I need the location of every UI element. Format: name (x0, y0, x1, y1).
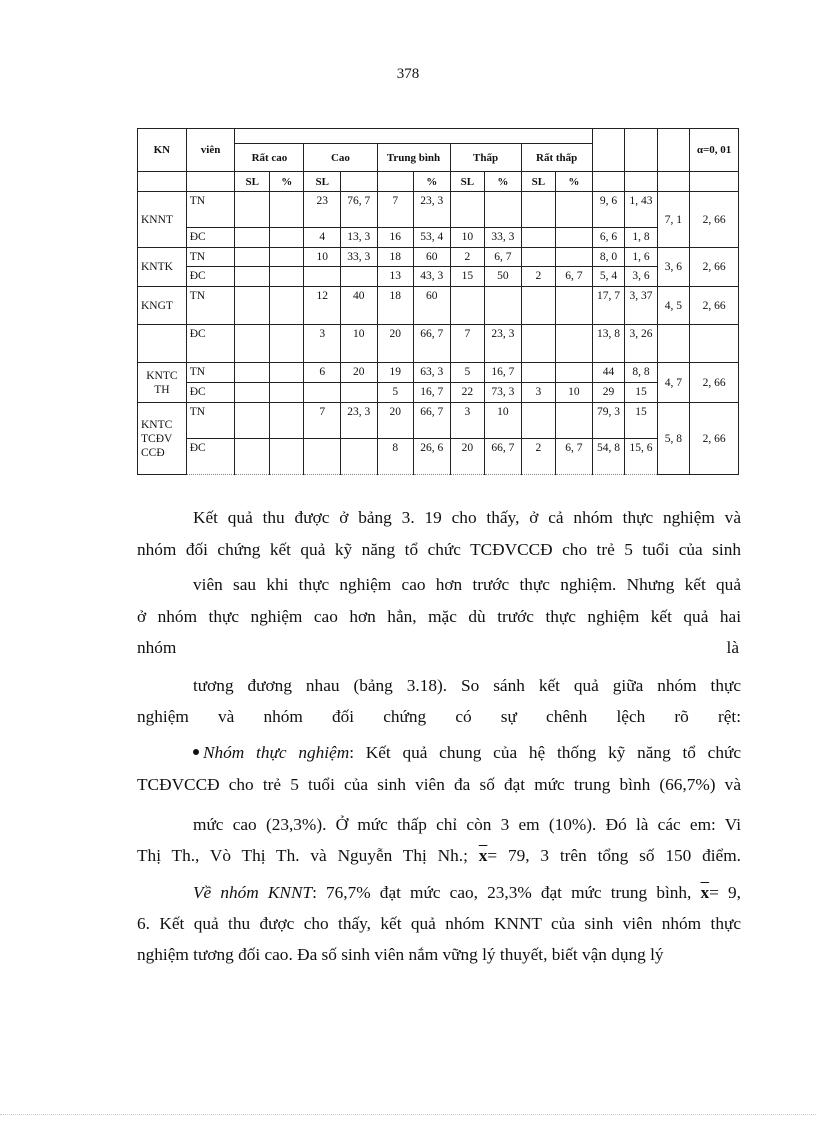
bullet-text: : Kết quả chung của hệ thống kỹ năng tổ chức (349, 743, 742, 762)
value-cell: 3, 37 (625, 287, 657, 325)
value-cell: 15, 6 (625, 439, 657, 475)
value-cell: 20 (377, 325, 414, 363)
value-cell: 6, 7 (556, 439, 593, 475)
value-cell (269, 248, 304, 267)
t-value-cell (657, 325, 689, 363)
table-body (138, 192, 739, 475)
value-cell: 5, 4 (592, 267, 624, 287)
value-cell: 23, 3 (485, 325, 522, 363)
paragraph-text: : 76,7% đạt mức cao, 23,3% đạt mức trung bình, (312, 883, 692, 902)
value-cell: 10 (485, 403, 522, 439)
value-cell: 16 (377, 228, 414, 248)
value-cell (269, 192, 304, 228)
paragraph-line: viên sau khi thực nghiệm cao hơn trước thực nghiệm. Nhưng kết quả (193, 575, 741, 594)
section-label: Về nhóm KNNT (193, 883, 313, 902)
skill-cell: KNNT (138, 192, 187, 248)
group-cell: ĐC (186, 267, 235, 287)
value-cell: 15 (625, 403, 657, 439)
value-cell (235, 403, 270, 439)
value-cell (235, 228, 270, 248)
table-row (138, 325, 739, 363)
table-row (138, 267, 739, 287)
alpha-value-cell: 2, 66 (690, 287, 739, 325)
bullet-line (193, 743, 741, 763)
paragraph-line (137, 638, 741, 658)
group-cell: TN (186, 363, 235, 383)
header-blank-t (657, 129, 689, 172)
table-row (138, 228, 739, 248)
value-cell: 10 (340, 325, 377, 363)
subheader-cell: % (414, 172, 451, 192)
subheader-cell: SL (521, 172, 556, 192)
level-low: Thấp (450, 144, 521, 172)
value-cell: 19 (377, 363, 414, 383)
value-cell: 7 (377, 192, 414, 228)
value-cell (450, 287, 485, 325)
mean-symbol: $\overline{x}$ (700, 883, 710, 902)
value-cell (521, 248, 556, 267)
value-cell: 26, 6 (414, 439, 451, 475)
value-cell: 29 (592, 383, 624, 403)
value-cell: 20 (377, 403, 414, 439)
value-cell: 3, 26 (625, 325, 657, 363)
value-cell: 18 (377, 287, 414, 325)
subheader-cell (377, 172, 414, 192)
value-cell (556, 403, 593, 439)
value-cell: 17, 7 (592, 287, 624, 325)
header-blank-sd (625, 129, 657, 172)
value-cell (556, 363, 593, 383)
group-cell: TN (186, 248, 235, 267)
value-cell: 54, 8 (592, 439, 624, 475)
value-cell: 60 (414, 287, 451, 325)
value-cell: 1, 8 (625, 228, 657, 248)
subheader-cell: SL (450, 172, 485, 192)
value-cell: 10 (450, 228, 485, 248)
value-cell (556, 325, 593, 363)
value-cell (521, 325, 556, 363)
group-cell: TN (186, 287, 235, 325)
value-cell: 9, 6 (592, 192, 624, 228)
value-cell (340, 267, 377, 287)
value-cell (340, 383, 377, 403)
skill-cell: KNGT (138, 287, 187, 325)
value-cell: 7 (450, 325, 485, 363)
page-bottom-rule (0, 1114, 816, 1115)
subheader-blank (138, 172, 187, 192)
value-cell: 3 (450, 403, 485, 439)
bullet-dot-icon (193, 749, 199, 755)
t-value-cell: 3, 6 (657, 248, 689, 287)
alpha-value-cell: 2, 66 (690, 248, 739, 287)
level-very-low: Rất thấp (521, 144, 592, 172)
table-row (138, 363, 739, 383)
value-cell: 18 (377, 248, 414, 267)
skill-cell: KNTC TCĐV CCĐ (138, 403, 187, 475)
value-cell (269, 228, 304, 248)
table-row (138, 248, 739, 267)
value-cell: 2 (521, 439, 556, 475)
results-table (137, 128, 739, 475)
subheader-blank (186, 172, 235, 192)
header-blank-mean (592, 129, 624, 172)
value-cell: 6, 7 (556, 267, 593, 287)
group-cell: TN (186, 403, 235, 439)
value-cell: 8, 0 (592, 248, 624, 267)
value-cell: 16, 7 (485, 363, 522, 383)
value-cell: 33, 3 (340, 248, 377, 267)
value-cell: 3, 6 (625, 267, 657, 287)
value-cell: 66, 7 (485, 439, 522, 475)
table-row (138, 383, 739, 403)
mean-symbol: $\overline{x}$ (478, 846, 488, 865)
value-cell: 15 (625, 383, 657, 403)
value-cell (521, 363, 556, 383)
value-cell: 10 (304, 248, 341, 267)
value-cell (235, 439, 270, 475)
subheader-cell: SL (235, 172, 270, 192)
subheader-blank (657, 172, 689, 192)
value-cell (269, 403, 304, 439)
value-cell (235, 287, 270, 325)
level-medium: Trung bình (377, 144, 450, 172)
value-cell (521, 228, 556, 248)
value-cell (485, 287, 522, 325)
table-row (138, 287, 739, 325)
value-cell (340, 439, 377, 475)
page-number: 378 (396, 66, 420, 82)
subheader-cell: % (269, 172, 304, 192)
value-cell (235, 192, 270, 228)
subheader-cell: % (556, 172, 593, 192)
value-cell: 53, 4 (414, 228, 451, 248)
paragraph-line: ở nhóm thực nghiệm cao hơn hẳn, mặc dù trước thực nghiệm kết quả hai (137, 607, 741, 626)
value-cell: 10 (556, 383, 593, 403)
subheader-blank (592, 172, 624, 192)
value-cell (269, 267, 304, 287)
paragraph-line: mức cao (23,3%). Ở mức thấp chỉ còn 3 em (10%). Đó là các em: Vi (193, 815, 741, 834)
alpha-value-cell: 2, 66 (690, 192, 739, 248)
subheader-cell: % (485, 172, 522, 192)
value-cell: 20 (340, 363, 377, 383)
header-vien: viên (186, 129, 235, 172)
value-cell: 6, 7 (485, 248, 522, 267)
value-cell: 12 (304, 287, 341, 325)
value-cell (304, 383, 341, 403)
alpha-value-cell (690, 325, 739, 363)
paragraph-line: nghiệm tương đối cao. Đa số sinh viên nắm vững lý thuyết, biết vận dụng lý (137, 945, 664, 964)
paragraph-line: TCĐVCCĐ cho trẻ 5 tuổi của sinh viên đa số đạt mức trung bình (66,7%) và (137, 775, 741, 794)
value-cell: 63, 3 (414, 363, 451, 383)
value-cell (304, 267, 341, 287)
value-cell (235, 383, 270, 403)
alpha-value-cell: 2, 66 (690, 403, 739, 475)
table-row (138, 439, 739, 475)
paragraph-text: = 9, (709, 883, 741, 902)
paragraph-line (137, 846, 741, 866)
paragraph-word: nhóm (137, 638, 177, 657)
value-cell: 13, 3 (340, 228, 377, 248)
paragraph-line: Kết quả thu được ở bảng 3. 19 cho thấy, ở cả nhóm thực nghiệm và (193, 508, 741, 527)
skill-cell (138, 325, 187, 363)
paragraph-text: = 79, 3 trên tổng số 150 điểm. (487, 846, 741, 865)
value-cell (269, 363, 304, 383)
value-cell (556, 287, 593, 325)
value-cell: 40 (340, 287, 377, 325)
value-cell (235, 248, 270, 267)
paragraph-line (193, 883, 741, 903)
value-cell: 8, 8 (625, 363, 657, 383)
value-cell: 66, 7 (414, 325, 451, 363)
paragraph-line: nhóm đối chứng kết quả kỹ năng tổ chức TCĐVCCĐ cho trẻ 5 tuổi của sinh (137, 540, 741, 559)
value-cell: 3 (521, 383, 556, 403)
value-cell: 44 (592, 363, 624, 383)
value-cell (235, 363, 270, 383)
group-cell: ĐC (186, 228, 235, 248)
subheader-blank (690, 172, 739, 192)
group-cell: ĐC (186, 383, 235, 403)
paragraph-text: Thị Th., Vò Thị Th. và Nguyễn Thị Nh.; (137, 846, 468, 865)
level-very-high: Rất cao (235, 144, 304, 172)
value-cell: 79, 3 (592, 403, 624, 439)
value-cell: 43, 3 (414, 267, 451, 287)
table-row (138, 403, 739, 439)
value-cell: 8 (377, 439, 414, 475)
value-cell: 13 (377, 267, 414, 287)
bullet-label: Nhóm thực nghiệm (203, 743, 350, 762)
level-high: Cao (304, 144, 377, 172)
value-cell: 23, 3 (340, 403, 377, 439)
value-cell (235, 325, 270, 363)
t-value-cell: 4, 5 (657, 287, 689, 325)
value-cell (556, 192, 593, 228)
value-cell: 15 (450, 267, 485, 287)
header-blank (235, 129, 592, 144)
table-row (138, 192, 739, 228)
value-cell (485, 192, 522, 228)
value-cell: 5 (377, 383, 414, 403)
value-cell: 33, 3 (485, 228, 522, 248)
value-cell (269, 325, 304, 363)
skill-cell: KNTK (138, 248, 187, 287)
value-cell (269, 287, 304, 325)
value-cell: 50 (485, 267, 522, 287)
value-cell (556, 228, 593, 248)
paragraph-line: tương đương nhau (bảng 3.18). So sánh kết quả giữa nhóm thực (193, 676, 741, 695)
value-cell: 1, 6 (625, 248, 657, 267)
subheader-cell: SL (304, 172, 341, 192)
value-cell: 5 (450, 363, 485, 383)
value-cell: 1, 43 (625, 192, 657, 228)
value-cell: 66, 7 (414, 403, 451, 439)
value-cell: 7 (304, 403, 341, 439)
t-value-cell: 5, 8 (657, 403, 689, 475)
skill-cell: KNTC TH (138, 363, 187, 403)
value-cell (269, 439, 304, 475)
subheader-cell (340, 172, 377, 192)
group-cell: ĐC (186, 325, 235, 363)
subheader-blank (625, 172, 657, 192)
value-cell: 6 (304, 363, 341, 383)
group-cell: TN (186, 192, 235, 228)
value-cell: 2 (450, 248, 485, 267)
value-cell (450, 192, 485, 228)
value-cell: 4 (304, 228, 341, 248)
value-cell: 3 (304, 325, 341, 363)
alpha-value-cell: 2, 66 (690, 363, 739, 403)
value-cell (304, 439, 341, 475)
value-cell: 16, 7 (414, 383, 451, 403)
value-cell: 76, 7 (340, 192, 377, 228)
value-cell: 13, 8 (592, 325, 624, 363)
paragraph-line: 6. Kết quả thu được cho thấy, kết quả nhóm KNNT của sinh viên nhóm thực (137, 914, 741, 933)
value-cell: 6, 6 (592, 228, 624, 248)
value-cell: 23, 3 (414, 192, 451, 228)
t-value-cell: 7, 1 (657, 192, 689, 248)
header-alpha: α=0, 01 (690, 129, 739, 172)
value-cell: 2 (521, 267, 556, 287)
group-cell: ĐC (186, 439, 235, 475)
value-cell (521, 403, 556, 439)
value-cell (235, 267, 270, 287)
value-cell: 60 (414, 248, 451, 267)
value-cell (556, 248, 593, 267)
value-cell: 20 (450, 439, 485, 475)
value-cell: 22 (450, 383, 485, 403)
paragraph-line: nghiệm và nhóm đối chứng có sự chênh lệch rõ rệt: (137, 707, 741, 726)
value-cell (269, 383, 304, 403)
value-cell (521, 192, 556, 228)
value-cell: 23 (304, 192, 341, 228)
paragraph-word: là (726, 638, 739, 657)
value-cell: 73, 3 (485, 383, 522, 403)
t-value-cell: 4, 7 (657, 363, 689, 403)
header-kn: KN (138, 129, 187, 172)
value-cell (521, 287, 556, 325)
